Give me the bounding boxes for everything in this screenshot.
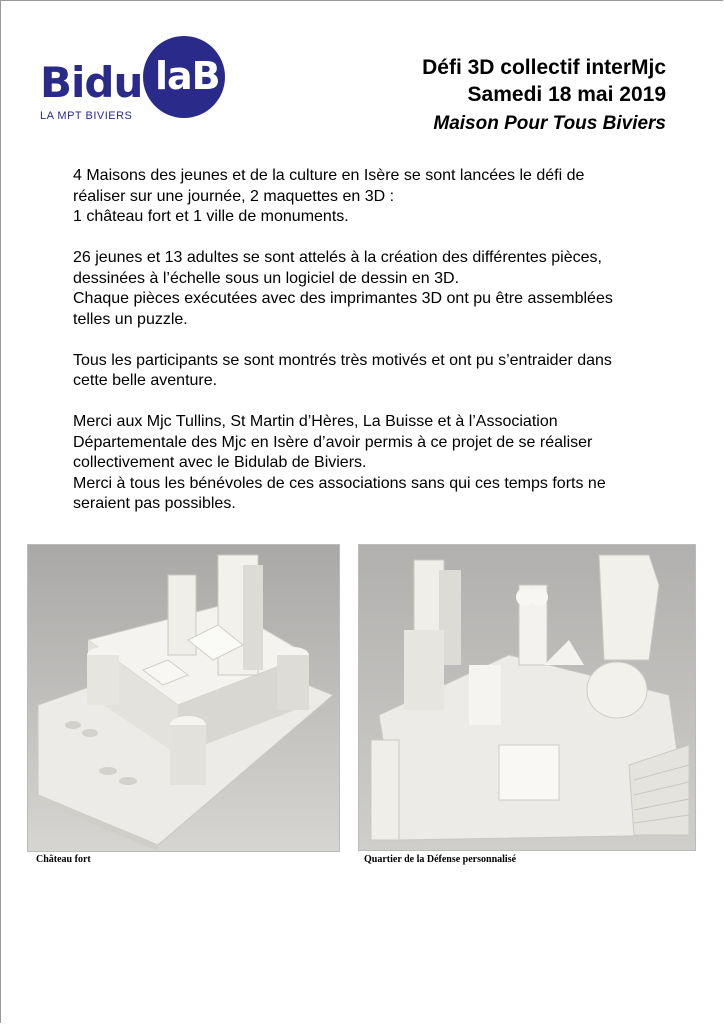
text-line: seraient pas possibles.: [73, 495, 236, 512]
bidulab-logo: [36, 36, 226, 131]
text-line: Tous les participants se sont montrés très motivés et ont pu s’entraider dans: [73, 351, 612, 369]
text-line: Merci aux Mjc Tullins, St Martin d’Hères, La Buisse et à l’Association: [73, 413, 558, 430]
text-line: 4 Maisons des jeunes et de la culture en Isère se sont lancées le défi de: [73, 167, 585, 184]
defense-model-illustration: [359, 545, 695, 850]
header-date: Samedi 18 mai 2019: [467, 83, 666, 106]
text-line: 1 château fort et 1 ville de monuments.: [73, 208, 349, 225]
text-line: Chaque pièces exécutées avec des imprimantes 3D ont pu être assemblées: [73, 290, 613, 307]
defense-photo: [358, 544, 696, 851]
logo-tagline: LA MPT BIVIERS: [40, 110, 133, 122]
text-line: Merci à tous les bénévoles de ces associations sans qui ces temps forts ne: [73, 474, 606, 492]
paragraph: [73, 248, 683, 330]
castle-model-illustration: [28, 545, 339, 851]
logo-circle: [143, 36, 225, 118]
text-line: réaliser sur une journée, 2 maquettes en 3D :: [73, 187, 395, 205]
paragraph: [73, 351, 683, 392]
header-venue: Maison Pour Tous Biviers: [433, 113, 666, 134]
logo-circle-text: laB: [155, 54, 220, 98]
text-line: Départementale des Mjc en Isère d’avoir permis à ce projet de se réaliser: [73, 433, 593, 451]
text-line: dessinées à l’échelle sous un logiciel de dessin en 3D.: [73, 269, 460, 287]
castle-caption: Château fort: [36, 854, 91, 865]
text-line: 26 jeunes et 13 adultes se sont attelés à la création des différentes pièces,: [73, 249, 602, 266]
text-line: cette belle aventure.: [73, 372, 218, 389]
logo-word: Bidu: [40, 58, 143, 107]
text-line: collectivement avec le Bidulab de Biviers.: [73, 454, 367, 471]
paragraph: [73, 412, 683, 515]
text-line: telles un puzzle.: [73, 310, 188, 328]
logo-tab: [283, 42, 299, 52]
castle-photo: [27, 544, 340, 852]
paragraph: [73, 166, 683, 228]
defense-caption: Quartier de la Défense personnalisé: [364, 854, 517, 865]
header-title: Défi 3D collectif interMjc: [422, 56, 666, 79]
body-text: [73, 166, 683, 535]
